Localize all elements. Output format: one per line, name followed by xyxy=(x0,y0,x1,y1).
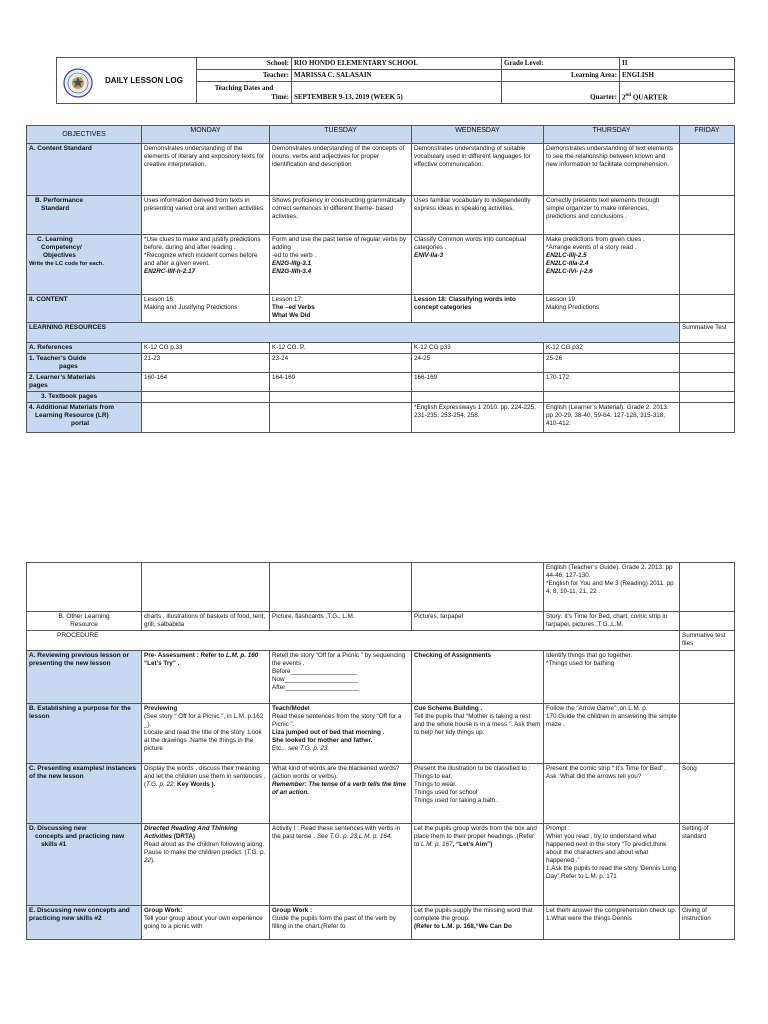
other-resources-label: B. Other Learning Resource xyxy=(27,612,142,631)
content-wednesday: Lesson 18: Classifying words into concept categories xyxy=(412,295,544,323)
textbook-label: 3. Textbook pages xyxy=(27,392,142,403)
textbook-friday xyxy=(680,392,735,403)
references-thursday: K-12 CG p32 xyxy=(544,343,680,354)
performance-monday: Uses information derived from texts in presenting varied oral and written activities. xyxy=(142,196,270,235)
lm-wednesday: 166-169 xyxy=(412,373,544,392)
day-tuesday: TUESDAY xyxy=(270,126,412,144)
tg-tuesday: 23-24 xyxy=(270,354,412,373)
step-d-label: D. Discussing new concepts and practicing new skills #1 xyxy=(27,824,142,906)
step-d-wednesday: Let the pupils group words from the box and place them to their proper headings .(Refer to L.M. p. 167, “Let’s Aim”) xyxy=(412,824,544,906)
step-a-friday xyxy=(680,651,735,704)
other-resources-friday xyxy=(680,612,735,631)
step-c-label: C. Presenting examples/ instances of the new lesson xyxy=(27,764,142,824)
references-label: A. References xyxy=(27,343,142,354)
tg-thursday: 25-26 xyxy=(544,354,680,373)
step-e-friday: Giving of instruction xyxy=(680,906,735,940)
other-resources-thursday: Story: It’s Time for Bed, chart, comic strip in tarpapel, pictures ,T.G.,L.M. xyxy=(544,612,680,631)
step-b-thursday: Follow the “Arrow Game” ,on L.M. p. 170.Guide the children in answering the simple maze . xyxy=(544,704,680,764)
performance-friday xyxy=(680,196,735,235)
objectives-label: OBJECTIVES xyxy=(27,126,142,144)
competency-thursday: Make predictions from given clues . *Arrange events of a story read . EN2LC-IIIj-2.5 EN2LC-IIIa-2.4 EN2LC-IVi- j-2.6 xyxy=(544,235,680,295)
step-e-label: E. Discussing new concepts and practicing new skills #2 xyxy=(27,906,142,940)
lm-monday: 160-164 xyxy=(142,373,270,392)
step-a-monday: Pre- Assessment : Refer to L.M. p. 160 “Let’s Try” . xyxy=(142,651,270,704)
competency-wednesday: Classify Common words into conceptual categories . ENIV-IIa-3 xyxy=(412,235,544,295)
continued-friday xyxy=(680,563,735,612)
other-resources-tuesday: Picture, flashcards ,T.G., L.M. xyxy=(270,612,412,631)
competency-friday xyxy=(680,235,735,295)
continued-monday xyxy=(142,563,270,612)
area-label: Learning Area: xyxy=(502,70,620,82)
content-thursday: Lesson 19: Making Predictions xyxy=(544,295,680,323)
day-thursday: THURSDAY xyxy=(544,126,680,144)
lm-thursday: 170-172 xyxy=(544,373,680,392)
step-a-wednesday: Checking of Assignments xyxy=(412,651,544,704)
additional-tuesday xyxy=(270,403,412,433)
step-d-thursday: Prompt : When you read , try to understand what happened next in the story “To predict.think about the characters and about what happened .” 1.Ask the pupils to read the story ‘Dennis Long Day”.Refer to L.M. p. 171 xyxy=(544,824,680,906)
dates-value: SEPTEMBER 9-13, 2019 (WEEK 5) xyxy=(292,82,502,104)
textbook-wednesday xyxy=(412,392,544,403)
school-value: RIO HONDO ELEMENTARY SCHOOL xyxy=(292,58,502,70)
tg-friday xyxy=(680,354,735,373)
references-wednesday: K-12 CG p33 xyxy=(412,343,544,354)
lesson-table-top xyxy=(26,125,735,433)
content-standard-monday: Demonstrates understanding of the elements of literary and expository texts for creative interpretation. xyxy=(142,144,270,196)
content-standard-tuesday: Demonstrates understanding of the concepts of nouns, verbs and adjectives for proper identification and description xyxy=(270,144,412,196)
area-value: ENGLISH xyxy=(620,70,735,82)
competency-tuesday: Form and use the past tense of regular verbs by adding -ed to the verb . EN2G-IIIg-3.1 EN2G-IIIh-3.4 xyxy=(270,235,412,295)
references-tuesday: K-12 CG. P. xyxy=(270,343,412,354)
header-table xyxy=(56,57,735,104)
step-d-tuesday: Activity I : Read these sentences with verbs in the past tense . See T.G. p. 23,L.M. p. 164. xyxy=(270,824,412,906)
content-standard-friday xyxy=(680,144,735,196)
step-b-wednesday: Cue Scheme Building . Tell the pupils that “Mother is taking a rest and the whole house is in a mess ”. Ask them to help her tidy things up. xyxy=(412,704,544,764)
content-standard-wednesday: Demonstrates understanding of suitable vocabulary used in different languages for effective communication. xyxy=(412,144,544,196)
performance-wednesday: Uses familiar vocabulary to independently express ideas in speaking activities. xyxy=(412,196,544,235)
additional-wednesday: *English Expressways 1 2010. pp. 224-225, 231-235, 253-254, 258. xyxy=(412,403,544,433)
additional-thursday: English (Learner’s Material). Grade 2. 2013. pp 20-29, 38-40, 59-64, 127-128, 315-318, 410-412. xyxy=(544,403,680,433)
continued-thursday: English (Teacher’s Guide). Grade 2. 2013. pp 44-46, 127-130. *English for You and Me 3 (Reading) 2011. pp 4, 8, 10-11, 21, 22 . xyxy=(544,563,680,612)
step-e-tuesday: Group Work : Guide the pupils form the past of the verb by filling in the chart.(Refer to xyxy=(270,906,412,940)
other-resources-wednesday: Pictures, tarpapel xyxy=(412,612,544,631)
additional-monday xyxy=(142,403,270,433)
step-b-tuesday: Teach/Model Read these sentences from the story “Off for a Picnic ”. Liza jumped out of bed that morning . She looked for mother and father. Etc... see T.G. p. 23. xyxy=(270,704,412,764)
tg-monday: 21-23 xyxy=(142,354,270,373)
step-c-wednesday: Present the illustration to be classified to : Things to eat. Things to wear. Things used for school Things used for taking a bath. xyxy=(412,764,544,824)
resources-friday: Summative Test xyxy=(680,323,735,343)
competency-label: C. Learning Competency/ Objectives Write the LC code for each. xyxy=(27,235,142,295)
teacher-label: Teacher: xyxy=(197,70,292,82)
procedure-label: PROCEDURE xyxy=(27,631,680,651)
step-e-thursday: Let them answer the comprehension check up. 1.What were the things Dennis xyxy=(544,906,680,940)
resources-label: LEARNING RESOURCES xyxy=(27,323,680,343)
content-label: II. CONTENT xyxy=(27,295,142,323)
grade-label: Grade Level: xyxy=(502,58,620,70)
step-c-tuesday: What kind of words are the blackened words? (action words or verbs). Remember: The tense of a verb tells the time of an action. xyxy=(270,764,412,824)
log-title: DAILY LESSON LOG xyxy=(105,75,183,85)
continued-wednesday xyxy=(412,563,544,612)
continued-label xyxy=(27,563,142,612)
step-d-monday: Directed Reading And Thinking Activities (DRTA) Read aloud as the children following along. Pause to make the children predict. (T.G. p. 22). xyxy=(142,824,270,906)
content-standard-thursday: Demonstrates understanding of text elements to see the relationship between known and new information to facilitate comprehension. xyxy=(544,144,680,196)
day-monday: MONDAY xyxy=(142,126,270,144)
lesson-table-bottom xyxy=(26,562,735,940)
tg-label: 1. Teacher’s Guide pages xyxy=(27,354,142,373)
step-e-monday: Group Work: Tell your group about your own experience going to a picnic with xyxy=(142,906,270,940)
content-monday: Lesson 16: Making and Justifying Predictions xyxy=(142,295,270,323)
content-standard-label: A. Content Standard xyxy=(27,144,142,196)
textbook-tuesday xyxy=(270,392,412,403)
quarter-value: 2nd QUARTER xyxy=(620,82,735,104)
additional-label: 4. Additional Materials from Learning Resource (LR) portal xyxy=(27,403,142,433)
additional-friday xyxy=(680,403,735,433)
references-friday xyxy=(680,343,735,354)
step-a-tuesday: Retell the story “Off for a Picnic ” by sequencing the events . Before___________________ Now_____________________ After_____________________ xyxy=(270,651,412,704)
step-b-label: B. Establishing a purpose for the lesson xyxy=(27,704,142,764)
day-friday: FRIDAY xyxy=(680,126,735,144)
quarter-label: Quarter: xyxy=(502,82,620,104)
lm-label: 2. Learner’s Materials pages xyxy=(27,373,142,392)
step-c-thursday: Present the comic strip “ It’s Time for Bed” . Ask :What did the arrows tell you? xyxy=(544,764,680,824)
procedure-friday: Summative test files xyxy=(680,631,735,651)
step-c-friday: Song xyxy=(680,764,735,824)
content-friday xyxy=(680,295,735,323)
school-label: School: xyxy=(197,58,292,70)
grade-value: II xyxy=(620,58,735,70)
textbook-thursday xyxy=(544,392,680,403)
performance-thursday: Correctly presents text elements through simple organizer to make inferences, predictions and conclusions . xyxy=(544,196,680,235)
step-c-monday: Display the words , discuss their meaning and let the children use them in sentences . (T.G. p. 22, Key Words ). xyxy=(142,764,270,824)
tg-wednesday: 24-25 xyxy=(412,354,544,373)
references-monday: K-12 CG p.33 xyxy=(142,343,270,354)
step-b-monday: Previewing (See story “ Off for a Picnic ”, in L.M. p.162 _). Locate and read the title of the story .Look at the drawings .Name the things in the picture xyxy=(142,704,270,764)
dates-label: Teaching Dates and Time: xyxy=(197,82,292,104)
performance-tuesday: Shows proficiency in constructing grammatically correct sentences in different theme- based activities. xyxy=(270,196,412,235)
step-b-friday xyxy=(680,704,735,764)
step-a-thursday: Identify things that go together. *Things used for bathing xyxy=(544,651,680,704)
textbook-monday xyxy=(142,392,270,403)
step-a-label: A. Reviewing previous lesson or presenting the new lesson xyxy=(27,651,142,704)
content-tuesday: Lesson 17: The –ed Verbs What We Did xyxy=(270,295,412,323)
step-d-friday: Setting of standard xyxy=(680,824,735,906)
step-e-wednesday: Let the pupils supply the missing word that complete the group. (Refer to L.M. p. 168,“We Can Do xyxy=(412,906,544,940)
continued-tuesday xyxy=(270,563,412,612)
day-wednesday: WEDNESDAY xyxy=(412,126,544,144)
lm-tuesday: 164-169 xyxy=(270,373,412,392)
lm-friday xyxy=(680,373,735,392)
other-resources-monday: charts , illustrations of baskets of food, tent, grill, salbabida xyxy=(142,612,270,631)
performance-label: B. Performance Standard xyxy=(27,196,142,235)
teacher-value: MARISSA C. SALASAIN xyxy=(292,70,502,82)
competency-monday: *Use clues to make and justify predictions before, during and after reading . *Recognize which incident comes before and after a given event. EN2RC-IIIf-h-2.17 xyxy=(142,235,270,295)
